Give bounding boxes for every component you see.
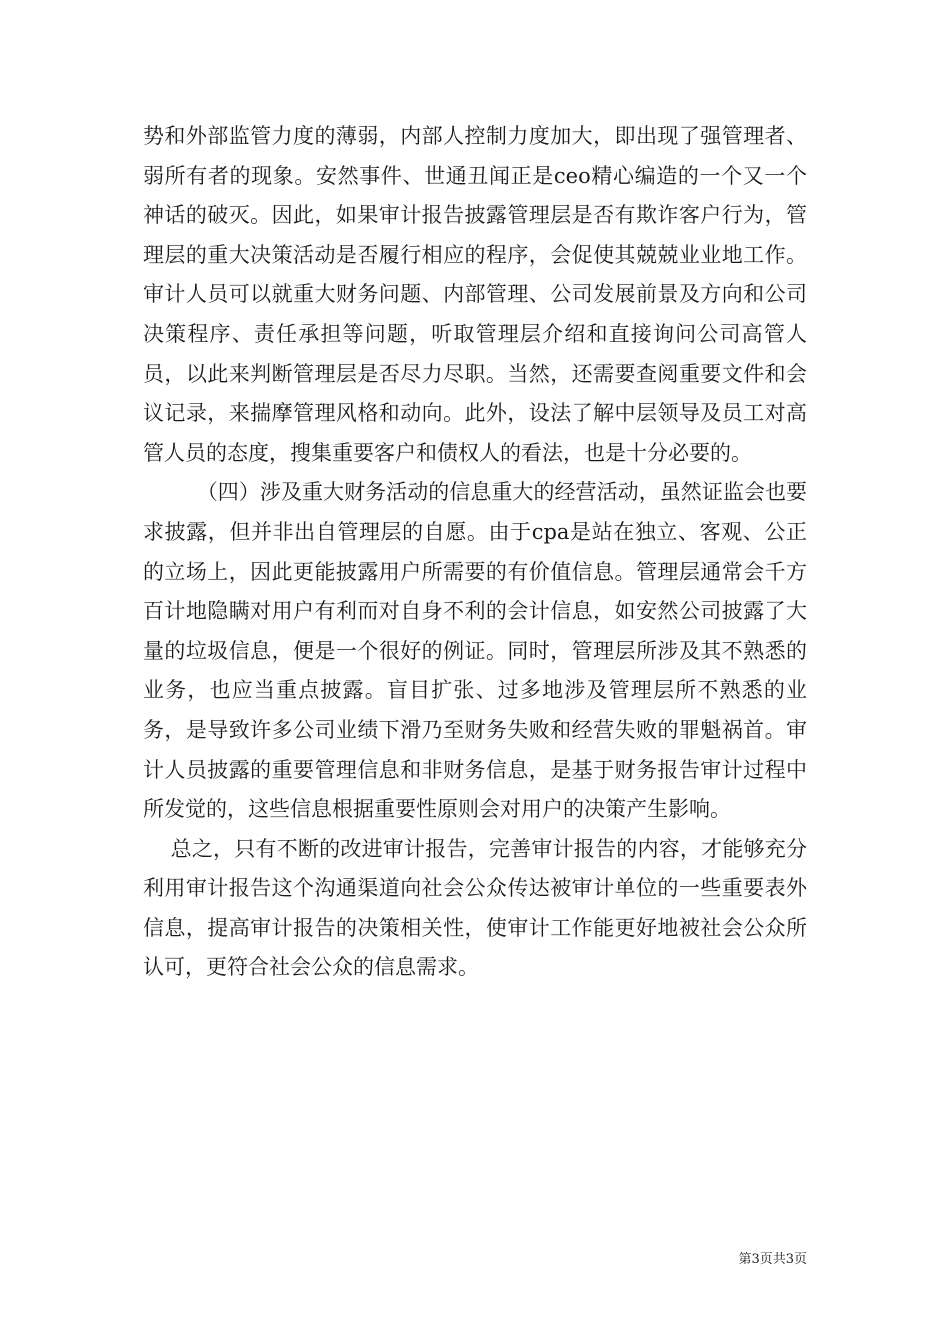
paragraph-conclusion: 总之，只有不断的改进审计报告，完善审计报告的内容，才能够充分利用审计报告这个沟通渠道向社会公众传达被审计单位的一些重要表外信息，提高审计报告的决策相关性，使审计工作能更好地被社会公众所认可，更符合社会公众的信息需求。 — [143, 836, 808, 980]
document-body — [143, 117, 807, 988]
page-number-footer: 第3页共3页 — [738, 1252, 807, 1267]
paragraph-financial-activities: （四）涉及重大财务活动的信息重大的经营活动，虽然证监会也要求披露，但并非出自管理层的自愿。由于cpa是站在独立、客观、公正的立场上，因此更能披露用户所需要的有价值信息。管理层通常会千方百计地隐瞒对用户有利而对自身不利的会计信息，如安然公司披露了大量的垃圾信息，便是一个很好的例证。同时，管理层所涉及其不熟悉的业务，也应当重点披露。盲目扩张、过多地涉及管理层所不熟悉的业务，是导致许多公司业绩下滑乃至财务失败和经营失败的罪魁祸首。审计人员披露的重要管理信息和非财务信息，是基于财务报告审计过程中所发觉的，这些信息根据重要性原则会对用户的决策产生影响。 — [143, 480, 808, 822]
paragraph-management-disclosure: 势和外部监管力度的薄弱，内部人控制力度加大，即出现了强管理者、弱所有者的现象。安然事件、世通丑闻正是ceo精心编造的一个又一个神话的破灭。因此，如果审计报告披露管理层是否有欺诈客户行为，管理层的重大决策活动是否履行相应的程序，会促使其兢兢业业地工作。审计人员可以就重大财务问题、内部管理、公司发展前景及方向和公司决策程序、责任承担等问题，听取管理层介绍和直接询问公司高管人员，以此来判断管理层是否尽力尽职。当然，还需要查阅重要文件和会议记录，来揣摩管理风格和动向。此外，设法了解中层领导及员工对高管人员的态度，搜集重要客户和债权人的看法，也是十分必要的。 — [143, 124, 807, 465]
